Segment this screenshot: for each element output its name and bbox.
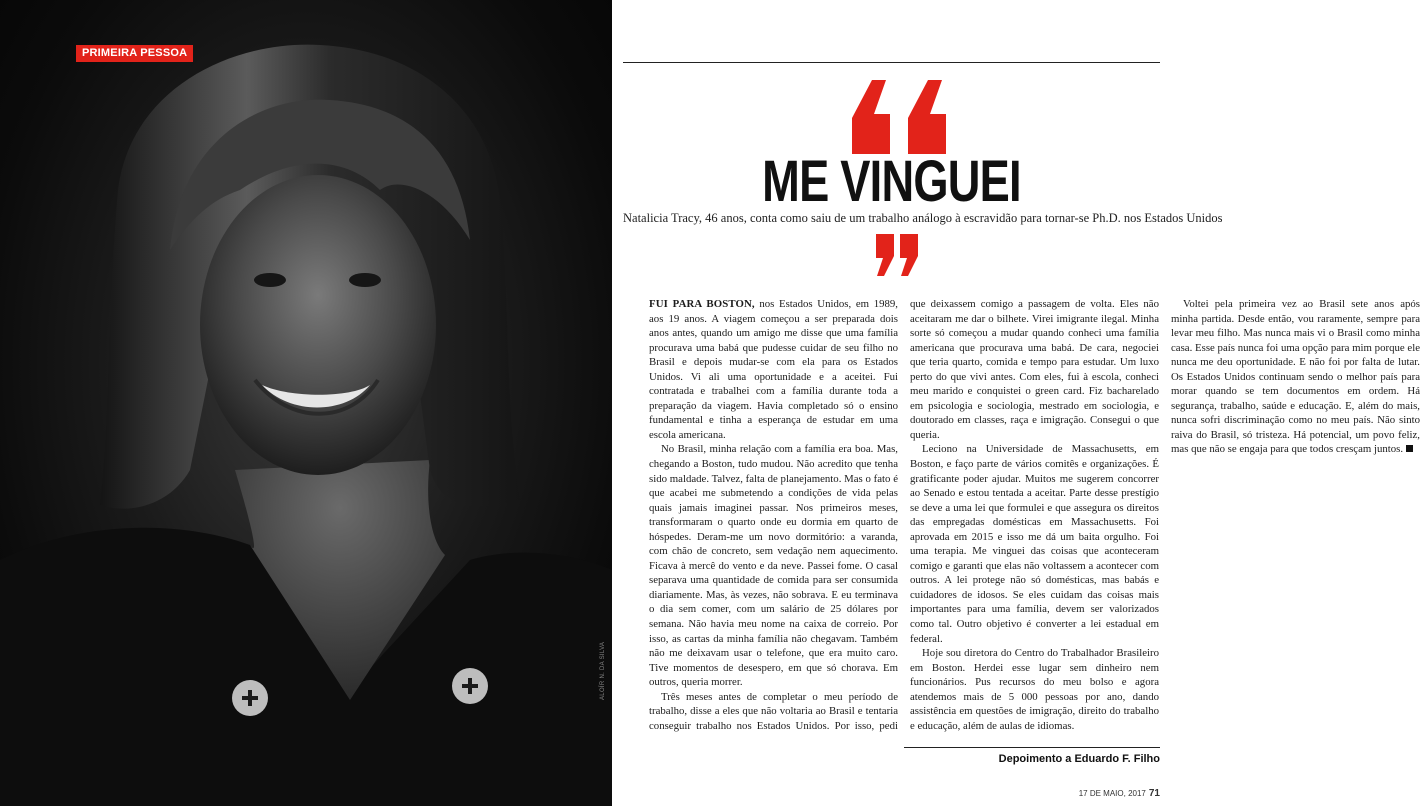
issue-date: 17 DE MAIO, 2017 xyxy=(1078,789,1146,798)
folio xyxy=(1042,788,1160,799)
photo-page xyxy=(0,0,612,806)
byline: Depoimento a Eduardo F. Filho xyxy=(998,753,1160,765)
paragraph-2: No Brasil, minha relação com a família era boa. Mas, chegando a Boston, tudo mudou. Não acredito que tenha sido maldade. Talvez, falta de planejamento. Mas o fato é que acabei me submetendo a condições de vida pelas quais jamais imaginei passar. Nos primeiros meses, transformaram o quarto onde eu dormia em quarto de hóspedes. Deram-me um novo dormitório: a varanda, com chão de concreto, sem vedação nem aquecimento. Ficava à mercê do vento e da neve. Passei fome. O casal separava uma quantidade de comida para ser consumida diariamente. Mas, às vezes, não sobrava. E eu terminava o dia sem comer, com um salário de 25 dólares por semana. Não havia meu nome na caixa de correio. Por isso, as cartas da minha família não chegavam. Também não me deixavam usar o telefone, que era muito caro. Tive momentos de desespero, em que só chorava. Em outros, queria morrer. xyxy=(649,443,898,689)
close-quote-icon xyxy=(874,234,922,276)
paragraph-5: Hoje sou diretora do Centro do Trabalhador Brasileiro em Boston. Herdei esse lugar sem dinheiro nem funcionários. Pus recursos do meu bolso e agora atendemos mais de 5 000 pessoas por ano, dando assistência em questões de imigração, direito do trabalho e educação, além de aulas de idiomas. xyxy=(910,647,1159,732)
paragraph-6: Voltei pela primeira vez ao Brasil sete anos após minha partida. Desde então, vou raramente, sempre para levar meu filho. Mas nunca mais vi o Brasil como minha casa. Esse país nunca foi uma opção para mim porque ele nunca me deu oportunidade. E não foi por falta de lutar. Os Estados Unidos continuam sendo o melhor país para morar quando se tem documentos em ordem. Há segurança, trabalho, saúde e educação. E, além do mais, nunca sofri discriminação como no meu país. Não sinto raiva do Brasil, só tristeza. Há potencial, um povo feliz, mas que não se engaja para que todos cresçam juntos. xyxy=(1171,298,1420,456)
bottom-rule xyxy=(904,747,1160,748)
paragraph-4: Leciono na Universidade de Massachusetts, em Boston, e faço parte de vários comitês e organizações. É gratificante poder ajudar. Muitos me sugerem concorrer ao Senado e estou tentada a aceitar. Parte desse prestígio se deve a uma lei que formulei e que assegura os direitos das empregadas domésticas em Massachusetts. Foi aprovada em 2015 e isso me dá um baita orgulho. Foi uma terapia. Me vinguei das coisas que aconteceram comigo e garanti que elas não voltassem a acontecer com outros. A lei protege não só domésticas, mas babás e cuidadores de idosos. Se eles cuidam das coisas mais importantes para uma família, devem ser valorizados como tal. Outro objetivo é converter a lei estadual em federal. xyxy=(910,443,1159,645)
photo-credit: ALOÍR N. DA SILVA xyxy=(600,641,606,700)
portrait-photo xyxy=(0,0,612,806)
section-tag: PRIMEIRA PESSOA xyxy=(76,45,193,62)
article-body xyxy=(649,297,1420,747)
open-quote-icon xyxy=(850,80,950,154)
article-page xyxy=(612,0,1420,806)
end-mark-icon xyxy=(1406,445,1413,452)
page-number: 71 xyxy=(1148,788,1160,799)
headline: ME VINGUEI xyxy=(762,149,1021,214)
paragraph-3: Três meses antes de completar o meu período de trabalho, disse a eles que não voltaria ao Brasil e tentaria conseguir trabalho nos Estados Unidos. Por isso, pedi que deixassem comigo a passagem de volta. Eles não aceitaram me dar o bilhete. Virei imigrante ilegal. Minha sorte só começou a mudar quando conheci uma família americana que procurava uma babá. De cara, negociei que teria quarto, comida e tempo para estudar. Um luxo perto do que vivi antes. Com eles, fui à escola, conheci meu marido e conquistei o green card. Fiz bacharelado em psicologia e sociologia, mestrado em sociologia, e doutorado em classes, raça e imigração. Consegui o que queria. xyxy=(649,298,1159,732)
paragraph-1: FUI PARA BOSTON, nos Estados Unidos, em 1989, aos 19 anos. A viagem começou a ser preparada dois anos antes, quando um amigo me disse que uma família procurava uma babá que pudesse cuidar de seu filho no Brasil e depois mudar-se com ela para os Estados Unidos. Vi ali uma oportunidade e a aceitei. Fui contratada e trabalhei com a família durante toda a preparação da viagem. Havia completado só o ensino fundamental e tinha a esperança de estudar em uma escola americana. xyxy=(649,298,899,441)
lead-in: FUI PARA BOSTON, xyxy=(649,298,755,310)
top-rule xyxy=(623,62,1160,63)
subtitle: Natalicia Tracy, 46 anos, conta como saiu de um trabalho análogo à escravidão para tornar-se Ph.D. nos Estados Unidos xyxy=(623,211,1223,225)
